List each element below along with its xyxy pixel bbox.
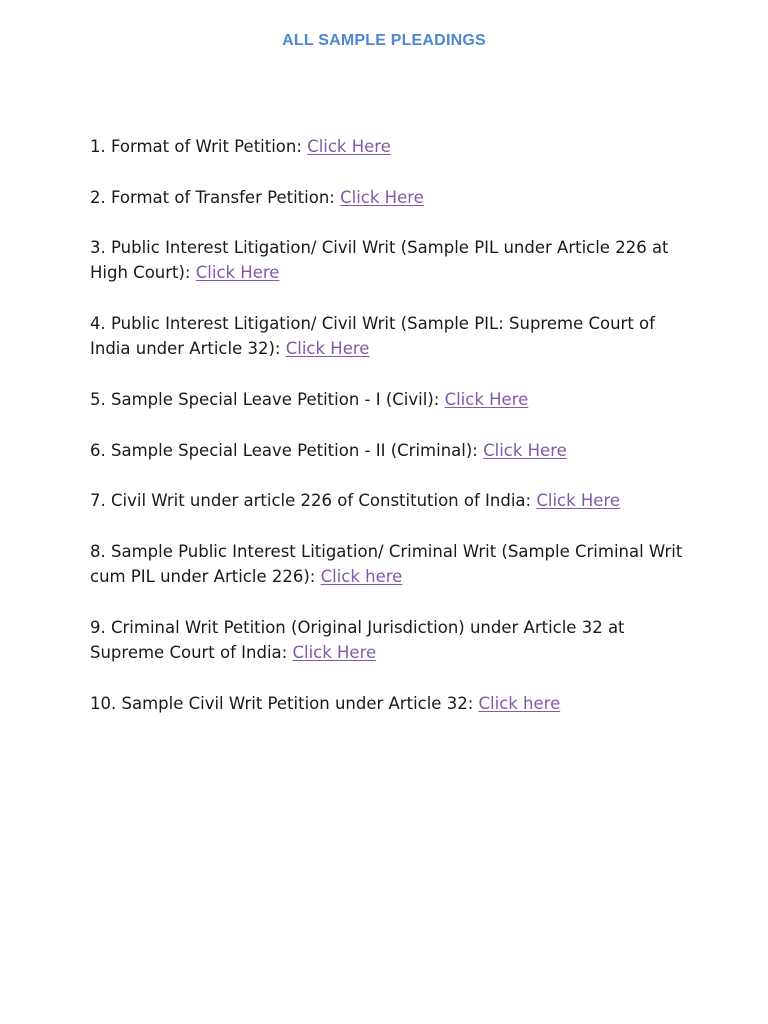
click-here-link-6[interactable]: Click Here <box>483 440 567 460</box>
click-here-link-2[interactable]: Click Here <box>340 187 424 207</box>
click-here-link-9[interactable]: Click Here <box>292 642 377 662</box>
item-label: 7. Civil Writ under article 226 of Constitution of India: <box>90 491 537 511</box>
list-item-3 <box>90 235 690 286</box>
list-item-2 <box>90 185 690 210</box>
item-label: 3. Public Interest Litigation/ Civil Writ (Sample PIL under Article 226 at High Court): <box>90 238 669 283</box>
list-item-1 <box>90 134 690 159</box>
item-label: 2. Format of Transfer Petition: <box>90 187 341 207</box>
click-here-link-1[interactable]: Click Here <box>307 137 391 156</box>
list-item-4 <box>90 311 690 362</box>
pleadings-list <box>90 134 690 741</box>
click-here-link-3[interactable]: Click Here <box>195 263 280 283</box>
click-here-link-8[interactable]: Click here <box>320 567 403 587</box>
item-label: 6. Sample Special Leave Petition - II (Criminal): <box>90 440 484 460</box>
item-label: 5. Sample Special Leave Petition - I (Civil): <box>90 389 445 409</box>
item-label: 4. Public Interest Litigation/ Civil Writ (Sample PIL: Supreme Court of India under Article 32): <box>90 314 655 359</box>
list-item-8 <box>90 539 690 590</box>
list-item-9 <box>90 615 690 666</box>
item-label: 1. Format of Writ Petition: <box>90 137 308 156</box>
item-label: 10. Sample Civil Writ Petition under Article 32: <box>90 693 479 713</box>
click-here-link-5[interactable]: Click Here <box>444 389 529 409</box>
click-here-link-7[interactable]: Click Here <box>536 491 621 511</box>
item-label: 9. Criminal Writ Petition (Original Jurisdiction) under Article 32 at Supreme Court of India: <box>90 617 625 662</box>
list-item-5 <box>90 387 690 412</box>
list-item-10 <box>90 691 690 716</box>
list-item-7 <box>90 488 690 513</box>
item-label: 8. Sample Public Interest Litigation/ Criminal Writ (Sample Criminal Writ cum PIL under Article 226): <box>90 541 683 587</box>
click-here-link-10[interactable]: Click here <box>478 693 561 713</box>
list-item-6 <box>90 438 690 463</box>
page-title: ALL SAMPLE PLEADINGS <box>282 32 486 49</box>
click-here-link-4[interactable]: Click Here <box>285 339 370 359</box>
